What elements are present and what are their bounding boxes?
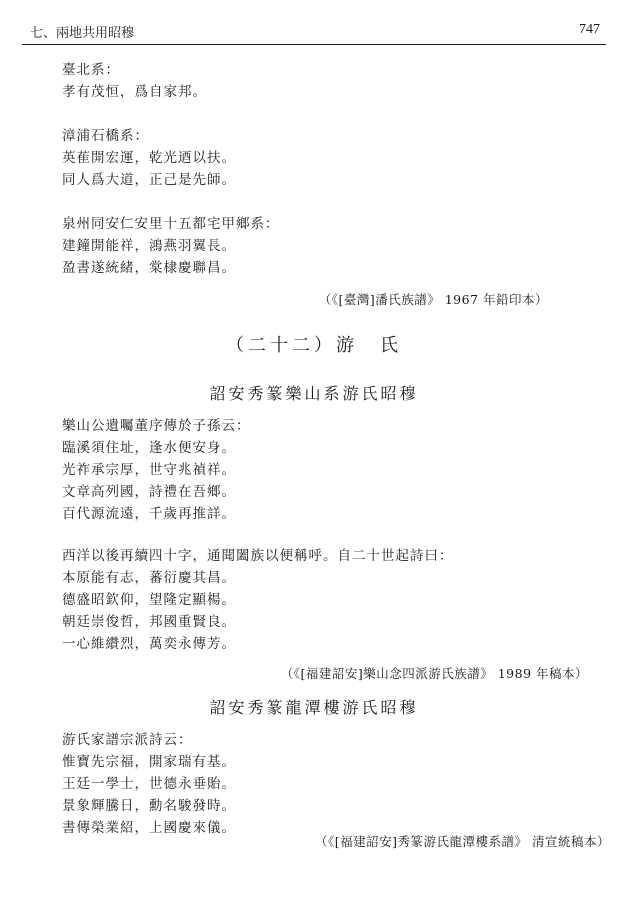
- zhangpu-label: 漳浦石橋系：: [62, 128, 149, 144]
- source-citation: （《[福建詔安]樂山念四派游氏族譜》 1989 年稿本）: [280, 666, 588, 681]
- quanzhou-label: 泉州同安仁安里十五都宅甲鄉系：: [62, 216, 280, 232]
- poem-line: 光祚承宗厚，世守兆禎祥。: [62, 462, 236, 478]
- quanzhou-line: 盈書遂統緒，棠棣慶聯昌。: [62, 260, 236, 276]
- poem-line: 百代源流遠，千歲再推詳。: [62, 506, 236, 522]
- poem-line: 一心維纘烈，萬奕永傳芳。: [62, 636, 236, 652]
- intro-text: 游氏家譜宗派詩云：: [62, 732, 193, 748]
- zhangpu-line: 同人爲大道，正己是先師。: [62, 172, 236, 188]
- intro-text: 樂山公遺囑董序傳於子孫云：: [62, 418, 251, 434]
- poem-line: 德盛昭欽仰，望隆定顯楊。: [62, 592, 236, 608]
- poem-line: 惟寶先宗福，開家瑞有基。: [62, 754, 236, 770]
- page-number: 747: [579, 22, 600, 37]
- taibei-poem: 孝有茂恒，爲自家邦。: [62, 84, 207, 100]
- poem-line: 王廷一學士，世德永垂貽。: [62, 776, 236, 792]
- poem-line: 景象輝騰日，勳名駿發時。: [62, 798, 236, 814]
- poem-line: 本原能有志，蕃衍慶其昌。: [62, 570, 236, 586]
- section-title: （二十二）游 氏: [226, 335, 402, 356]
- subsection-title: 詔安秀篆樂山系游氏昭穆: [209, 384, 419, 403]
- taibei-label: 臺北系：: [62, 62, 120, 78]
- poem-line: 書傳榮業紹，上國慶來儀。: [62, 820, 236, 836]
- quanzhou-line: 建鐘開能祥，鴻燕羽翼長。: [62, 238, 236, 254]
- subsection-title: 詔安秀篆龍潭樓游氏昭穆: [209, 698, 419, 717]
- zhangpu-line: 英萑開宏運，乾光迺以扶。: [62, 150, 236, 166]
- poem-line: 文章高列國，詩禮在吾鄉。: [62, 484, 236, 500]
- page-header: [22, 20, 606, 45]
- source-citation: （《[臺灣]潘氏族譜》 1967 年鉛印本）: [318, 292, 548, 307]
- poem-line: 朝廷崇俊哲，邦國重賢良。: [62, 614, 236, 630]
- chapter-title: 七、兩地共用昭穆: [30, 26, 135, 41]
- source-citation: （《[福建詔安]秀篆游氏龍潭樓系譜》 清宣統稿本）: [315, 834, 610, 849]
- poem-line: 臨溪須住址，逢水便安身。: [62, 440, 236, 456]
- intro-text: 西洋以後再續四十字，通聞闔族以便稱呼。自二十世起詩曰：: [62, 548, 454, 564]
